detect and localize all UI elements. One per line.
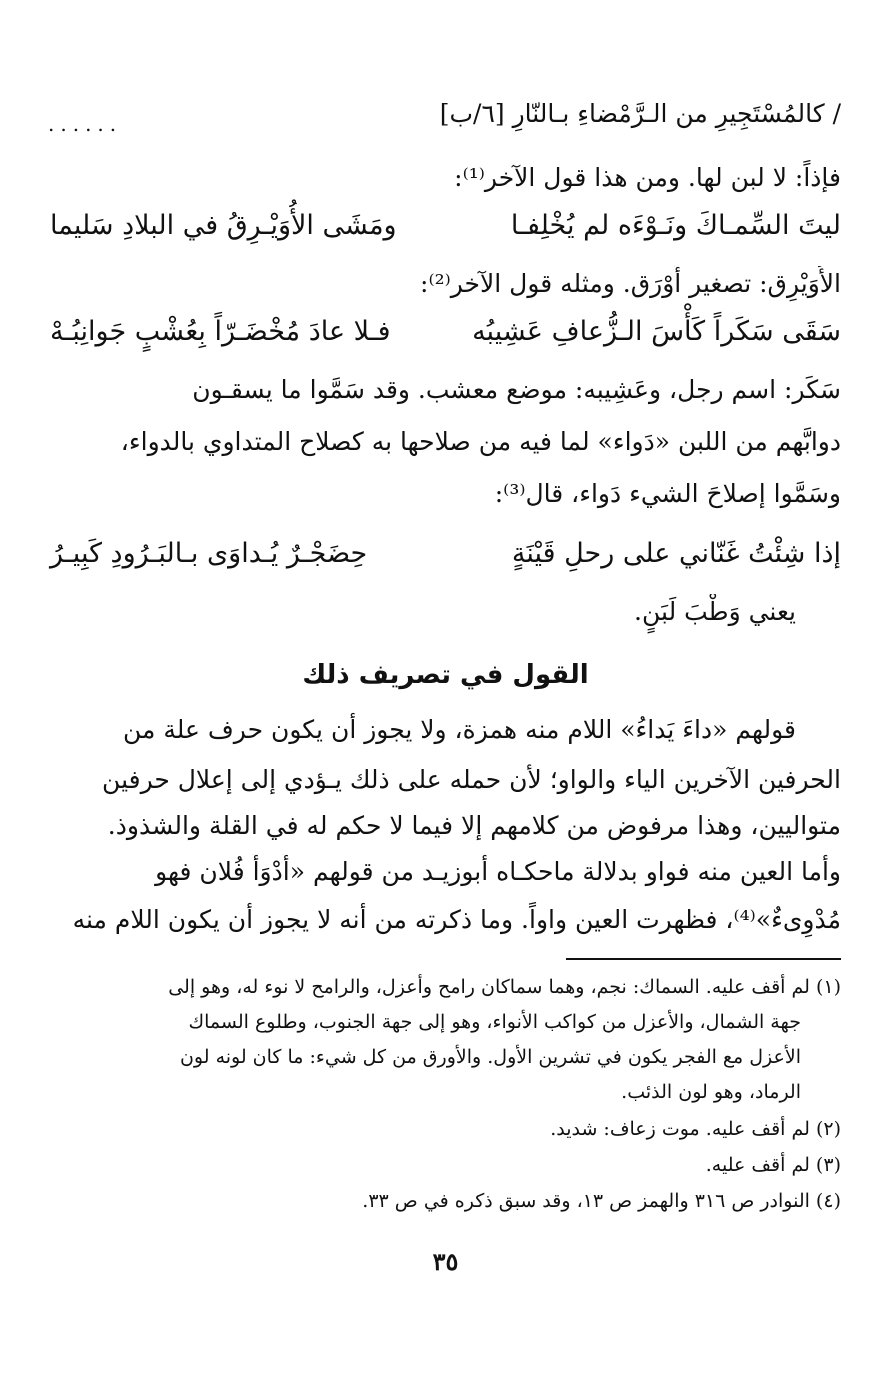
header-dots: ......: [48, 112, 123, 136]
page-number: ٣٥: [432, 1247, 459, 1276]
explanation-line: الأُوَيْرِق: تصغير أَوْرَق. ومثله قول الآخر⁽²⁾:: [420, 269, 841, 298]
footnote-1-line-4: الرماد، وهو لون الذئب.: [621, 1081, 801, 1103]
verse1-first-hemistich: ليتَ السِّمـاكَ ونَـوْءَه لم يُخْلِفـا: [510, 210, 841, 241]
verse1-second-hemistich: ومَشَى الأُوَيْـرِقُ في البلادِ سَليما: [50, 210, 397, 241]
gloss-line: يعني وَطْبَ لَبَنٍ.: [634, 597, 796, 626]
paragraph2-line-2: الحرفين الآخرين الياء والواو؛ لأن حمله على ذلك يـؤدي إلى إعلال حرفين: [102, 765, 841, 794]
footnote-1-line-1: (١) لم أقف عليه. السماك: نجم، وهما سماكان رامح وأعزل، والرامح لا نوء له، وهو إلى: [168, 976, 841, 998]
verse3-first-hemistich: إذا شِئْتُ غَنّاني على رحلِ قَيْنَةٍ: [511, 538, 841, 569]
paragraph2-line-1: قولهم «داءَ يَداءُ» اللام منه همزة، ولا يجوز أن يكون حرف علة من: [122, 715, 796, 744]
paragraph1-line-3: وسَمَّوا إصلاحَ الشيء دَواء، قال⁽³⁾:: [494, 479, 841, 508]
verse2-first-hemistich: سَقَى سَكَراً كَأْسَ الـزُّعافِ عَشِيبُه: [472, 316, 841, 347]
running-header: / كالمُسْتَجِيرِ من الـرَّمْضاءِ بـالنّارِ [٦/ب]: [439, 99, 841, 128]
paragraph1-line-2: دوابَّهم من اللبن «دَواء» لما فيه من صلاحها به كصلاح المتداوي بالدواء،: [120, 427, 841, 456]
paragraph2-line-4: وأما العين منه فواو بدلالة ماحكـاه أبوزيـد من قولهم «أَدْوَأَ فُلان فهو: [155, 857, 841, 886]
intro-line: فإذاً: لا لبن لها. ومن هذا قول الآخر⁽¹⁾:: [454, 163, 841, 192]
footnote-2: (٢) لم أقف عليه. موت زعاف: شديد.: [550, 1118, 841, 1140]
verse3-second-hemistich: حِضَجْـرٌ يُـداوَى بـالبَـرُودِ كَبِيـرُ: [50, 538, 368, 569]
footnote-4: (٤) النوادر ص ٣١٦ والهمز ص ١٣، وقد سبق ذكره في ص ٣٣.: [362, 1190, 841, 1212]
paragraph1-line-1: سَكَر: اسم رجل، وعَشِيبه: موضع معشب. وقد سَمَّوا ما يسقـون: [192, 375, 841, 404]
footnote-1-line-3: الأعزل مع الفجر يكون في تشرين الأول. والأورق من كل شيء: ما كان لونه لون: [179, 1046, 801, 1068]
footnote-3: (٣) لم أقف عليه.: [705, 1154, 841, 1176]
footnote-1-line-2: جهة الشمال، والأعزل من كواكب الأنواء، وهو إلى جهة الجنوب، وطلوع السماك: [188, 1011, 801, 1033]
verse2-second-hemistich: فـلا عادَ مُخْضَـرّاً بِعُشْبٍ جَوانِبُـهْ: [50, 316, 391, 347]
footnote-separator: [566, 958, 841, 960]
paragraph2-line-5: مُدْوِىءٌ»⁽⁴⁾، فظهرت العين واواً. وما ذكرته من أنه لا يجوز أن يكون اللام منه: [72, 905, 841, 934]
paragraph2-line-3: متواليين، وهذا مرفوض من كلامهم إلا فيما لا حكم له في القلة والشذوذ.: [107, 811, 841, 840]
section-title: القول في تصريف ذلك: [302, 660, 589, 690]
